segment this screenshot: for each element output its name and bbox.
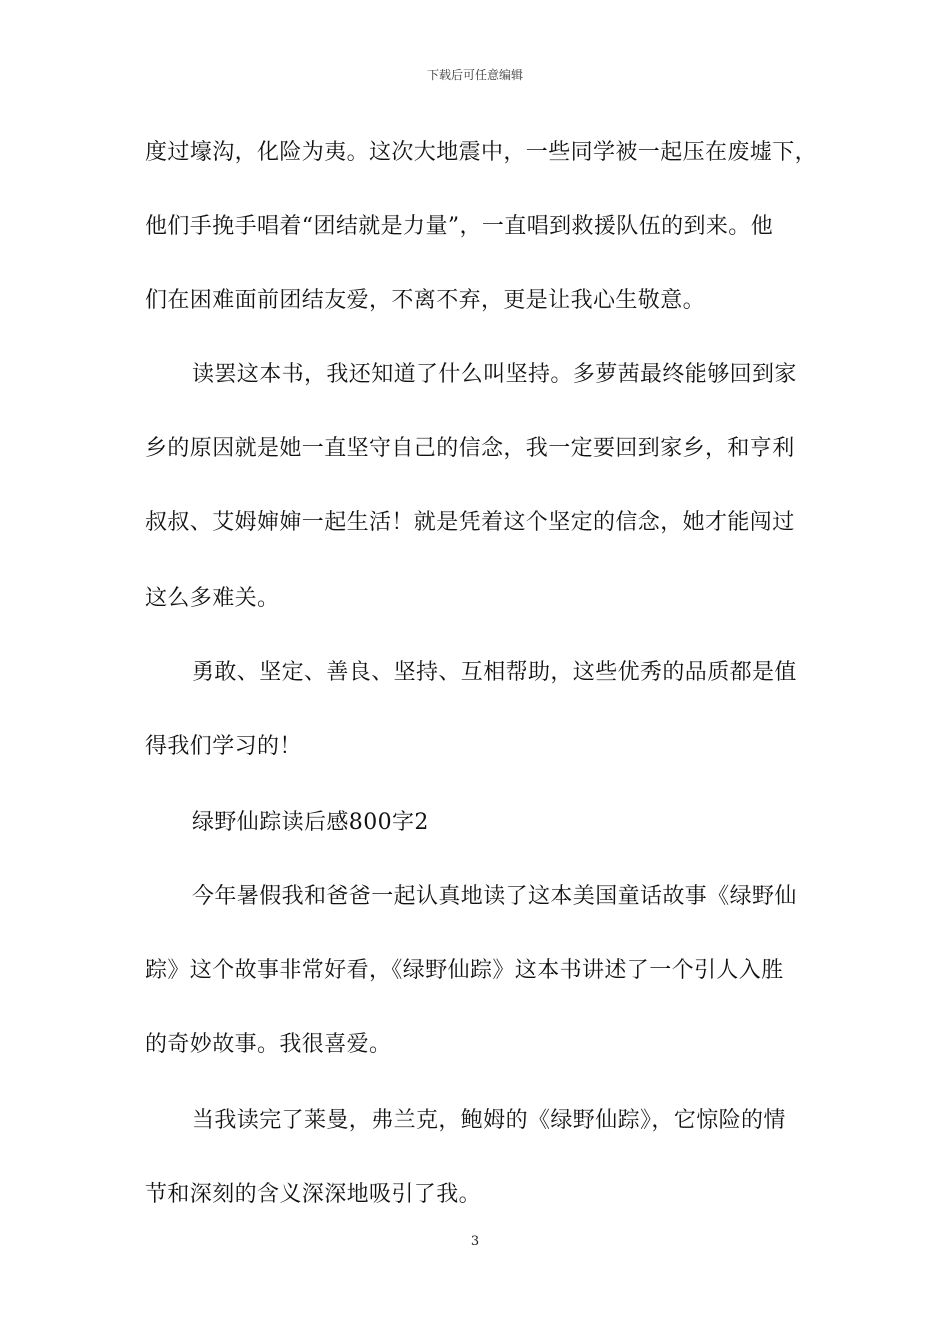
section-title: 绿野仙踪读后感800字2 [192,810,429,835]
text-line: 乡的原因就是她一直坚守自己的信念，我一定要回到家乡，和亨利 [145,436,795,461]
page-header: 下载后可任意编辑 [426,68,523,82]
text-line: 这么多难关。 [145,586,280,611]
text-line: 的奇妙故事。我很喜爱。 [145,1032,392,1057]
text-line: 度过壕沟，化险为夷。这次大地震中，一些同学被一起压在废墟下， [145,140,818,165]
page-number: 3 [470,1234,480,1249]
text-line: 他们手挽手唱着“团结就是力量”，一直唱到救援队伍的到来。他 [145,214,774,239]
paragraph-start-line: 今年暑假我和爸爸一起认真地读了这本美国童话故事《绿野仙 [192,884,797,909]
text-line: 们在困难面前团结友爱，不离不弃，更是让我心生敬意。 [145,288,706,313]
text-line: 踪》这个故事非常好看，《绿野仙踪》这本书讲述了一个引人入胜 [145,958,784,983]
text-line: 叔叔、艾姆婶婶一起生活！就是凭着这个坚定的信念，她才能闯过 [145,510,795,535]
text-line: 节和深刻的含义深深地吸引了我。 [145,1182,482,1207]
text-line: 得我们学习的！ [145,734,302,759]
paragraph-start-line: 读罢这本书，我还知道了什么叫坚持。多萝茜最终能够回到家 [192,362,797,387]
paragraph-start-line: 勇敢、坚定、善良、坚持、互相帮助，这些优秀的品质都是值 [192,660,797,685]
paragraph-start-line: 当我读完了莱曼，弗兰克，鲍姆的《绿野仙踪》，它惊险的情 [192,1108,786,1133]
